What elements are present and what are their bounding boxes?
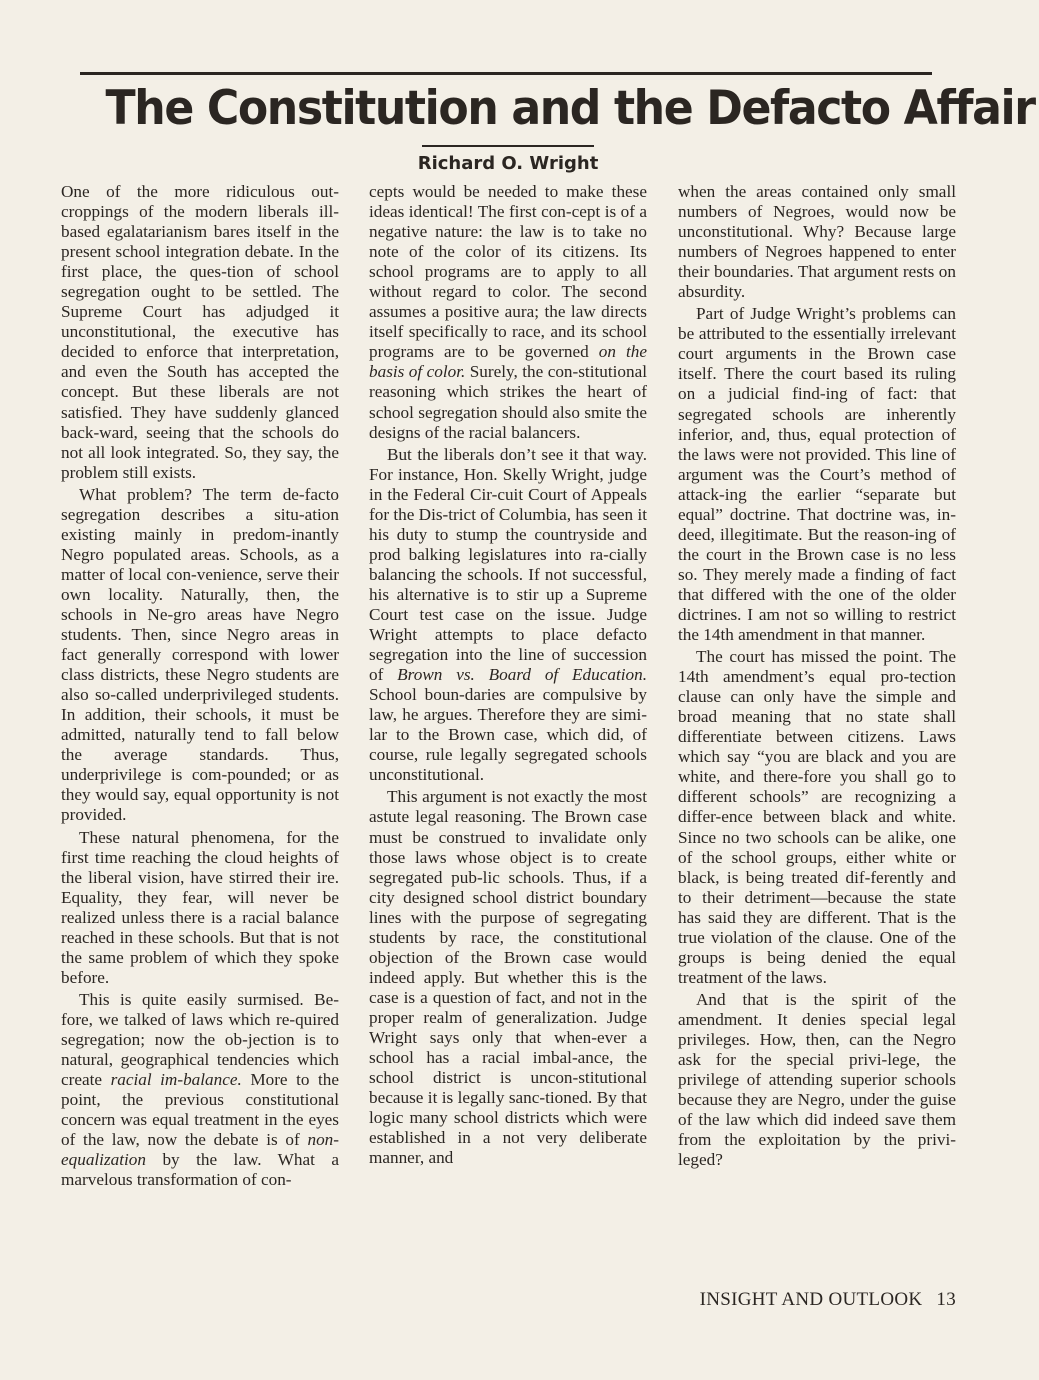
paragraph bbox=[678, 304, 956, 645]
paragraph bbox=[678, 990, 956, 1170]
text-segment: But the liberals don’t see it that way. For instance, Hon. Skelly Wright, judge in the Federal Cir-cuit Court of Appeals for the Dis-trict of Columbia, has seen it his duty to stump the countryside and prod balking legislatures into ra-cially balancing the schools. If not successful, his alternative is to stir up a Supreme Court test case on the issue. Judge Wright attempts to place defacto segregation into the line of succession of bbox=[369, 444, 647, 685]
italic-text: on the basis of color. bbox=[369, 342, 647, 382]
text-segment: One of the more ridiculous out-croppings of the modern liberals ill-based egalatarianism bares itself in the present school integration debate. In the first place, the ques-tion of school segregation ought to be settled. The Supreme Court has adjudged it unconstitutional, the executive has decided to enforce that interpretation, and even the South has accepted the concept. But these liberals are not satisfied. They have suddenly glanced back-ward, seeing that the schools do not all look integrated. So, they say, the problem still exists. bbox=[61, 182, 339, 482]
title-top-rule bbox=[80, 72, 932, 75]
paragraph bbox=[369, 787, 647, 1168]
publication-name: INSIGHT AND OUTLOOK bbox=[699, 1289, 923, 1310]
text-segment: What problem? The term de-facto segregation describes a situ-ation existing mainly in predom-inantly Negro populated areas. Schools, as a matter of local con-venience, serve their own locality. Naturally, then, the schools in Ne-gro areas have Negro students. Then, since Negro areas in fact generally correspond with lower class districts, these Negro students are also so-called underprivileged students. In addition, their schools, it must be admitted, naturally tend to fall below the average standards. Thus, underprivilege is com-pounded; or as they would say, equal opportunity is not provided. bbox=[61, 484, 339, 825]
page-footer bbox=[600, 1288, 956, 1312]
paragraph bbox=[369, 182, 647, 443]
text-segment: This is quite easily surmised. Be-fore, we talked of laws which re-quired segregation; now the ob-jection is to natural, geographical tendencies which create bbox=[61, 989, 339, 1090]
text-segment: when the areas contained only small numbers of Negroes, would now be unconstitutional. Why? Because large numbers of Negroes happened to enter their boundaries. That argument rests on absurdity. bbox=[678, 182, 956, 302]
paragraph bbox=[61, 182, 339, 483]
text-segment: School boun-daries are compulsive by law, he argues. Therefore they are simi-lar to the Brown case, which did, of course, rule legally segregated schools unconstitutional. bbox=[369, 685, 647, 785]
italic-text: Brown vs. Board of Education. bbox=[397, 665, 647, 685]
text-segment: And that is the spirit of the amendment. It denies special legal privileges. How, then, can the Negro ask for the special privi-lege, the privilege of attending superior schools because they are Negro, under the guise of the law which did indeed save them from the exploitation by the privi-leged? bbox=[678, 989, 956, 1170]
paragraph bbox=[369, 445, 647, 786]
italic-text: racial im-balance. bbox=[110, 1070, 242, 1090]
text-segment: More to the point, the previous constitutional concern was equal treatment in the eyes of the law, now the debate is of bbox=[61, 1070, 339, 1150]
text-column-1 bbox=[61, 182, 339, 1192]
text-column-3 bbox=[678, 182, 956, 1172]
author-byline: Richard O. Wright bbox=[417, 153, 599, 174]
text-segment: by the law. What a marvelous transformation of con- bbox=[61, 1150, 339, 1190]
page-number: 13 bbox=[936, 1289, 956, 1310]
paragraph bbox=[61, 485, 339, 826]
text-segment: Surely, the con-stitutional reasoning which strikes the heart of school segregation should also smite the designs of the racial balancers. bbox=[369, 362, 647, 442]
byline-rule bbox=[422, 145, 594, 147]
text-column-2 bbox=[369, 182, 647, 1170]
paragraph bbox=[61, 990, 339, 1190]
text-segment: This argument is not exactly the most astute legal reasoning. The Brown case must be construed to invalidate only those laws whose object is to create segregated pub-lic schools. Thus, if a city designed school district boundary lines with the purpose of segregating students by race, the constitutional objection of the Brown case would indeed apply. But whether this is the case is a question of fact, and not in the proper realm of generalization. Judge Wright says only that when-ever a school has a racial imbal-ance, the school district is uncon-stitutional because it is legally sanc-tioned. By that logic many school districts which were established in a not very deliberate manner, and bbox=[369, 787, 647, 1168]
italic-text: non-equalization bbox=[61, 1130, 339, 1170]
text-segment: The court has missed the point. The 14th amendment’s equal pro-tection clause can only have the simple and broad meaning that no state shall differentiate between citizens. Laws which say “you are black and you are white, and there-fore you shall go to different schools” are recognizing a differ-ence between black and white. Since no two schools can be alike, one of the school groups, either white or black, is being treated dif-ferently and to their detriment—because the state has said they are different. That is the true violation of the clause. One of the groups is being denied the equal treatment of the laws. bbox=[678, 647, 956, 987]
paragraph bbox=[678, 182, 956, 302]
text-segment: These natural phenomena, for the first time reaching the cloud heights of the liberal vision, have stirred their ire. Equality, they fear, will never be realized unless there is a racial balance reached in these schools. But that is not the same problem of which they spoke before. bbox=[61, 827, 339, 987]
text-segment: Part of Judge Wright’s problems can be attributed to the essentially irrelevant court arguments in the Brown case itself. There the court based its ruling on a judicial find-ing of fact: that segregated schools are inherently inferior, and, thus, equal protection of the laws were not provided. This line of argument was the Court’s method of attack-ing the earlier “separate but equal” doctrine. That doctrine was, in-deed, illegitimate. But the reason-ing of the court in the Brown case is no less so. They merely made a finding of fact that differed with the one of the older dictrines. I am not so willing to restrict the 14th amendment in that manner. bbox=[678, 304, 956, 645]
paragraph bbox=[61, 828, 339, 988]
paragraph bbox=[678, 647, 956, 988]
text-segment: cepts would be needed to make these ideas identical! The first con-cept is of a negative nature: the law is to take no note of the color of its citizens. Its school programs are to apply to all without regard to color. The second assumes a positive aura; the law directs itself specifically to race, and its school programs are to be governed bbox=[369, 182, 647, 362]
article-title: The Constitution and the Defacto Affair bbox=[105, 81, 1035, 136]
